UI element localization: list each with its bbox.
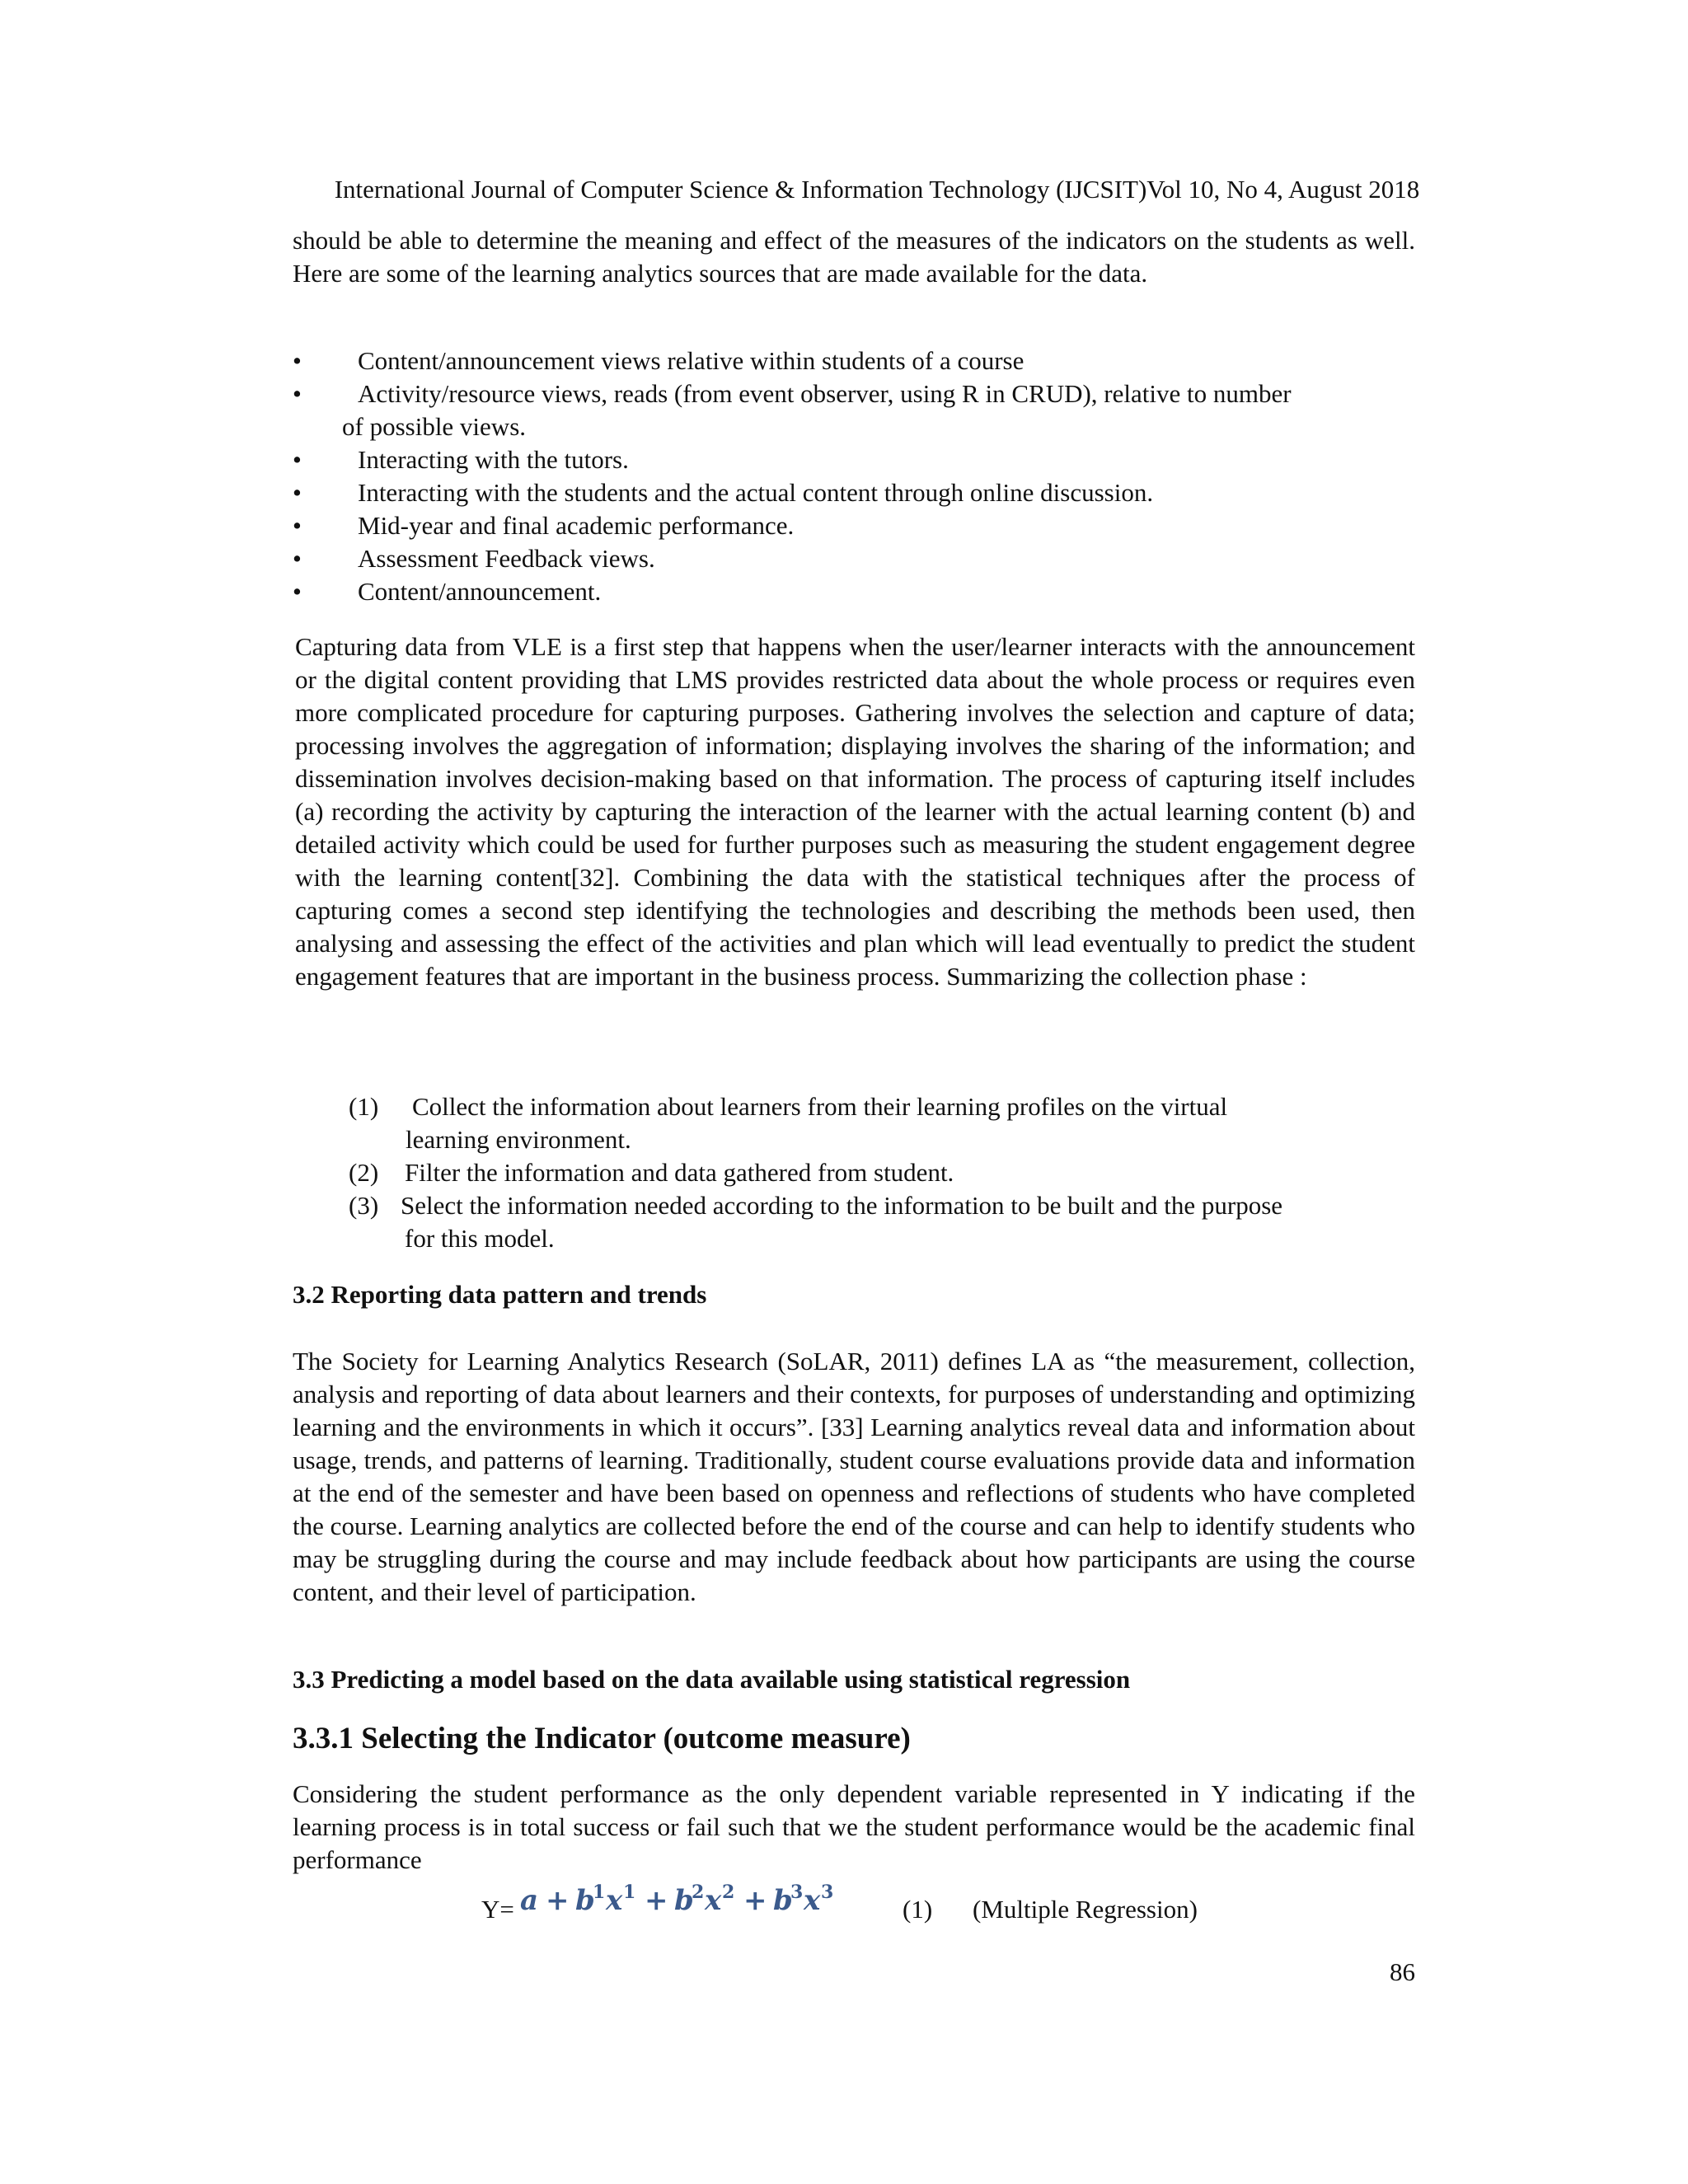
list-item-continuation: of possible views.: [342, 412, 527, 441]
equation-symbol: x: [804, 1884, 821, 1917]
list-item: [293, 509, 1415, 542]
list-item-number: (1): [349, 1092, 379, 1121]
bullet-icon: •: [293, 511, 302, 540]
list-item-text: Content/announcement.: [358, 577, 602, 606]
list-item: [293, 443, 1415, 476]
bullet-icon: •: [293, 577, 302, 606]
section-heading-3-3-1: 3.3.1 Selecting the Indicator (outcome measure): [293, 1722, 911, 1755]
list-item-text: Assessment Feedback views.: [358, 544, 655, 573]
list-item-number: (2): [349, 1158, 379, 1187]
capture-paragraph: Capturing data from VLE is a first step that happens when the user/learner interacts with the announcement or the digital content providing that LMS provides restricted data about the whole process or requires even more complicated procedure for capturing purposes. Gathering involves the selection and capture of data; processing involves the aggregation of information; displaying involves the sharing of the information; and dissemination involves decision-making based on that information. The process of capturing itself includes (a) recording the activity by capturing the interaction of the learner with the actual learning content (b) and detailed activity which could be used for further purposes such as measuring the student engagement degree with the learning content[32]. Combining the data with the statistical techniques after the process of capturing comes a second step identifying the technologies and describing the methods been used, then analysing and assessing the effect of the activities and plan which will lead eventually to predict the student engagement features that are important in the business process. Summarizing the collection phase :: [295, 632, 1415, 991]
equation-superscript: 1: [623, 1882, 636, 1903]
equation-symbol: a: [520, 1884, 539, 1917]
list-item-text: Activity/resource views, reads (from event observer, using R in CRUD), relative to number: [358, 379, 1292, 408]
equation-label: (Multiple Regression): [973, 1895, 1198, 1924]
list-item: [293, 476, 1415, 509]
equation-operator: +: [645, 1884, 668, 1917]
list-item-text: Filter the information and data gathered from student.: [405, 1158, 954, 1187]
section-3-2-paragraph: The Society for Learning Analytics Research (SoLAR, 2011) defines LA as “the measurement, collection, analysis and reporting of data about learners and their contexts, for purposes of understanding and optimizing learning and the environments in which it occurs”. [33] Learning analytics reveal data and information about usage, trends, and patterns of learning. Traditionally, student course evaluations provide data and information at the end of the semester and have been based on openness and reflections of students who have completed the course. Learning analytics are collected before the end of the course and can help to identify students who may be struggling during the course and may include feedback about how participants are using the course content, and their level of participation.: [293, 1347, 1415, 1606]
equation-superscript: 2: [722, 1882, 735, 1903]
list-item-text: Collect the information about learners from their learning profiles on the virtual: [412, 1092, 1228, 1121]
learning-analytics-sources-list: [293, 344, 1415, 608]
list-item: [293, 542, 1415, 575]
list-item-text: Interacting with the students and the actual content through online discussion.: [358, 478, 1154, 507]
list-item: [293, 1090, 1415, 1156]
list-item: [293, 575, 1415, 608]
equation-symbol: b: [773, 1884, 793, 1917]
equation-lhs: Y=: [481, 1895, 514, 1924]
list-item-text: Interacting with the tutors.: [358, 445, 629, 474]
bullet-icon: •: [293, 346, 302, 375]
list-item-text: Select the information needed according to the information to be built and the purpose: [401, 1191, 1283, 1220]
list-item-text: Mid-year and final academic performance.: [358, 511, 795, 540]
regression-equation: [293, 1878, 1415, 1928]
list-item-text: Content/announcement views relative within students of a course: [358, 346, 1025, 375]
equation-formula: [517, 1878, 863, 1919]
equation-superscript: 3: [821, 1882, 834, 1903]
list-item-continuation: learning environment.: [406, 1125, 631, 1154]
equation-superscript: 2: [692, 1882, 705, 1903]
running-header: International Journal of Computer Science & Information Technology (IJCSIT)Vol 10, No 4, August 2018: [334, 175, 1420, 204]
equation-superscript: 3: [790, 1882, 804, 1903]
section-heading-3-3: 3.3 Predicting a model based on the data available using statistical regression: [293, 1665, 1131, 1694]
equation-superscript: 1: [593, 1882, 606, 1903]
list-item-number: (3): [349, 1191, 379, 1220]
page-number: 86: [1390, 1957, 1415, 1986]
equation-symbol: x: [606, 1884, 623, 1917]
equation-number: (1): [903, 1895, 933, 1924]
equation-operator: +: [546, 1884, 570, 1917]
list-item: [293, 1189, 1415, 1255]
section-3-3-1-paragraph: Considering the student performance as the only dependent variable represented in Y indicating if the learning process is in total success or fail such that we the student performance would be the academic final performance: [293, 1779, 1415, 1874]
bullet-icon: •: [293, 544, 302, 573]
list-item: [293, 1156, 1415, 1189]
equation-symbol: b: [575, 1884, 595, 1917]
equation-operator: +: [743, 1884, 767, 1917]
collection-phase-list: [293, 1090, 1415, 1255]
section-heading-3-2: 3.2 Reporting data pattern and trends: [293, 1280, 707, 1309]
bullet-icon: •: [293, 445, 302, 474]
list-item: [293, 377, 1415, 443]
list-item: [293, 344, 1415, 377]
intro-paragraph: should be able to determine the meaning and effect of the measures of the indicators on the students as well. Here are some of the learning analytics sources that are made available for the data.: [293, 226, 1415, 288]
bullet-icon: •: [293, 379, 302, 408]
equation-symbol: x: [705, 1884, 722, 1917]
equation-symbol: b: [674, 1884, 694, 1917]
list-item-continuation: for this model.: [405, 1224, 555, 1253]
bullet-icon: •: [293, 478, 302, 507]
